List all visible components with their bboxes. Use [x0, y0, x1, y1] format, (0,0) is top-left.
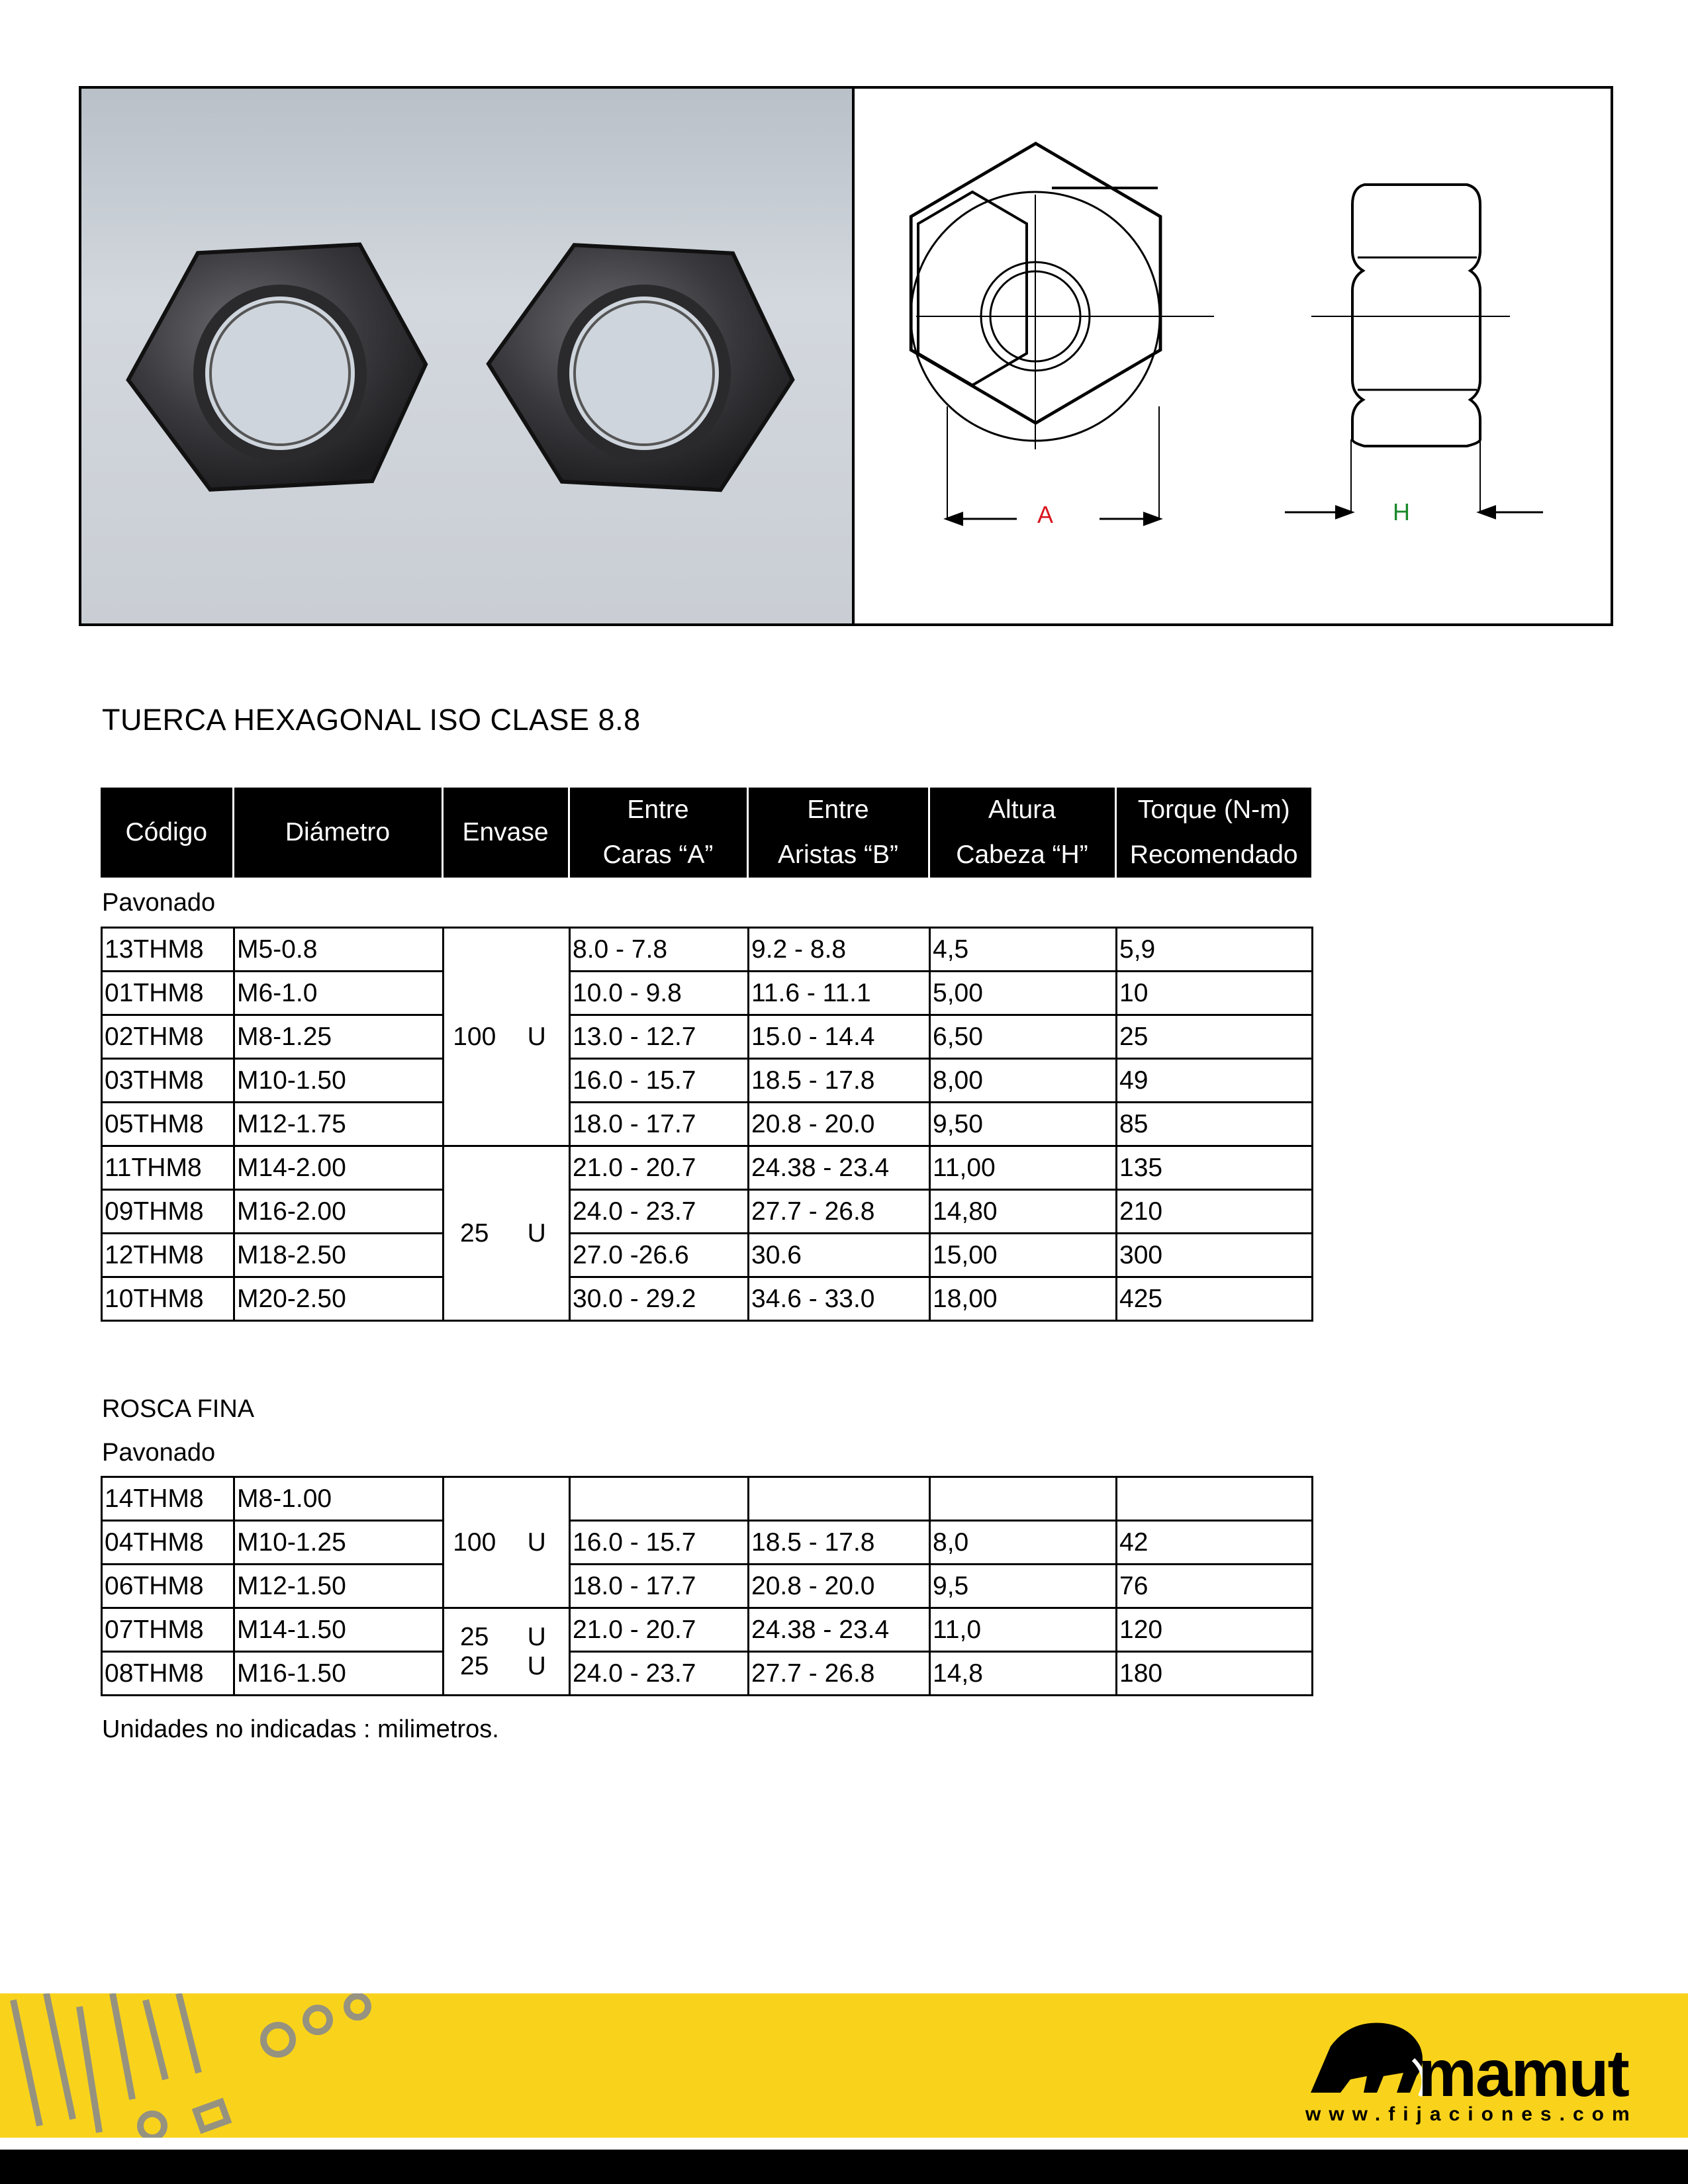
- spec-table-standard-body: [102, 928, 1313, 1321]
- across-flats-cell: 16.0 - 15.7: [570, 1059, 749, 1103]
- table-row: [102, 972, 1313, 1015]
- code-cell: 02THM8: [102, 1015, 234, 1059]
- package-unit-cell: U: [505, 1146, 570, 1321]
- package-qty-line: 25: [460, 1622, 489, 1651]
- table-row: [102, 1565, 1313, 1608]
- package-qty-line: 25: [460, 1651, 489, 1680]
- fasteners-decoration: [0, 1993, 463, 2138]
- mammoth-logo-icon: [1304, 2013, 1430, 2099]
- nut-dimension-diagram: [855, 89, 1611, 623]
- torque-cell: 85: [1117, 1103, 1313, 1146]
- header-caras-line2: Caras “A”: [602, 841, 714, 869]
- brand-name: mamut: [1418, 2036, 1628, 2111]
- package-qty-cell: 100: [444, 928, 505, 1146]
- spec-table-fine-thread-body: [102, 1477, 1313, 1696]
- code-cell: 14THM8: [102, 1477, 234, 1521]
- diameter-cell: M12-1.50: [234, 1565, 444, 1608]
- diameter-cell: M14-1.50: [234, 1608, 444, 1652]
- head-height-cell: 8,00: [930, 1059, 1117, 1103]
- torque-cell: 300: [1117, 1234, 1313, 1277]
- torque-cell: 49: [1117, 1059, 1313, 1103]
- diameter-cell: M18-2.50: [234, 1234, 444, 1277]
- head-height-cell: 11,00: [930, 1146, 1117, 1190]
- diameter-cell: M8-1.00: [234, 1477, 444, 1521]
- across-flats-cell: 24.0 - 23.7: [570, 1652, 749, 1696]
- torque-cell: 425: [1117, 1277, 1313, 1321]
- head-height-cell: 18,00: [930, 1277, 1117, 1321]
- torque-cell: 180: [1117, 1652, 1313, 1696]
- head-height-cell: 9,50: [930, 1103, 1117, 1146]
- across-flats-cell: 30.0 - 29.2: [570, 1277, 749, 1321]
- code-cell: 09THM8: [102, 1190, 234, 1234]
- across-flats-cell: 24.0 - 23.7: [570, 1190, 749, 1234]
- diameter-cell: M5-0.8: [234, 928, 444, 972]
- head-height-cell: 6,50: [930, 1015, 1117, 1059]
- package-unit-line: U: [527, 1622, 546, 1651]
- header-torque-line2: Recomendado: [1129, 841, 1298, 869]
- code-cell: 11THM8: [102, 1146, 234, 1190]
- across-flats-cell: 16.0 - 15.7: [570, 1521, 749, 1565]
- torque-cell: 10: [1117, 972, 1313, 1015]
- head-height-cell: 14,80: [930, 1190, 1117, 1234]
- across-corners-cell: 27.7 - 26.8: [749, 1190, 930, 1234]
- across-corners-cell: 9.2 - 8.8: [749, 928, 930, 972]
- head-height-cell: 8,0: [930, 1521, 1117, 1565]
- torque-cell: 42: [1117, 1521, 1313, 1565]
- across-corners-cell: 34.6 - 33.0: [749, 1277, 930, 1321]
- across-flats-cell: 8.0 - 7.8: [570, 928, 749, 972]
- head-height-cell: 14,8: [930, 1652, 1117, 1696]
- across-corners-cell: [749, 1477, 930, 1521]
- spec-table-standard: [101, 927, 1313, 1322]
- torque-cell: 120: [1117, 1608, 1313, 1652]
- torque-cell: 25: [1117, 1015, 1313, 1059]
- across-corners-cell: 15.0 - 14.4: [749, 1015, 930, 1059]
- header-diametro: Diámetro: [233, 788, 442, 878]
- header-altura-cabeza: [929, 788, 1115, 878]
- package-unit-cell: [505, 1608, 570, 1696]
- across-corners-cell: 24.38 - 23.4: [749, 1608, 930, 1652]
- diameter-cell: M6-1.0: [234, 972, 444, 1015]
- header-aristas-line1: Entre: [807, 796, 869, 824]
- table-row: [102, 1015, 1313, 1059]
- spec-table-fine-thread: [101, 1476, 1313, 1696]
- header-torque: [1115, 788, 1311, 878]
- code-cell: 03THM8: [102, 1059, 234, 1103]
- across-corners-cell: 24.38 - 23.4: [749, 1146, 930, 1190]
- code-cell: 10THM8: [102, 1277, 234, 1321]
- head-height-cell: 15,00: [930, 1234, 1117, 1277]
- code-cell: 12THM8: [102, 1234, 234, 1277]
- table-row: [102, 1059, 1313, 1103]
- package-qty-cell: 25: [444, 1146, 505, 1321]
- header-envase: Envase: [442, 788, 569, 878]
- table-row: [102, 1190, 1313, 1234]
- diameter-cell: M10-1.25: [234, 1521, 444, 1565]
- table2-title: ROSCA FINA: [102, 1395, 255, 1423]
- hex-nuts-photo-art: [81, 89, 852, 623]
- diameter-cell: M16-2.00: [234, 1190, 444, 1234]
- head-height-cell: 9,5: [930, 1565, 1117, 1608]
- table-row: [102, 1277, 1313, 1321]
- table-row: [102, 1608, 1313, 1652]
- across-flats-cell: 13.0 - 12.7: [570, 1015, 749, 1059]
- table-row: [102, 1521, 1313, 1565]
- head-height-cell: 4,5: [930, 928, 1117, 972]
- package-unit-line: U: [527, 1651, 546, 1680]
- across-corners-cell: 18.5 - 17.8: [749, 1521, 930, 1565]
- diameter-cell: M10-1.50: [234, 1059, 444, 1103]
- diameter-cell: M8-1.25: [234, 1015, 444, 1059]
- diameter-cell: M14-2.00: [234, 1146, 444, 1190]
- header-altura-line1: Altura: [988, 796, 1056, 824]
- torque-cell: 5,9: [1117, 928, 1313, 972]
- across-corners-cell: 30.6: [749, 1234, 930, 1277]
- product-photo: [81, 89, 855, 623]
- torque-cell: [1117, 1477, 1313, 1521]
- across-flats-cell: 21.0 - 20.7: [570, 1146, 749, 1190]
- diameter-cell: M12-1.75: [234, 1103, 444, 1146]
- table-header: [101, 788, 1311, 878]
- header-torque-line1: Torque (N-m): [1137, 796, 1290, 824]
- across-flats-cell: 27.0 -26.6: [570, 1234, 749, 1277]
- header-aristas-line2: Aristas “B”: [777, 841, 898, 869]
- code-cell: 06THM8: [102, 1565, 234, 1608]
- across-corners-cell: 27.7 - 26.8: [749, 1652, 930, 1696]
- table-row: [102, 1103, 1313, 1146]
- table-row: [102, 1477, 1313, 1521]
- across-corners-cell: 18.5 - 17.8: [749, 1059, 930, 1103]
- code-cell: 05THM8: [102, 1103, 234, 1146]
- header-codigo: Código: [125, 818, 208, 846]
- across-corners-cell: 20.8 - 20.0: [749, 1565, 930, 1608]
- dimension-a-label: A: [1037, 501, 1054, 528]
- head-height-cell: [930, 1477, 1117, 1521]
- package-qty-cell: [444, 1608, 505, 1696]
- head-height-cell: 11,0: [930, 1608, 1117, 1652]
- code-cell: 13THM8: [102, 928, 234, 972]
- units-footnote: Unidades no indicadas : milimetros.: [102, 1715, 499, 1743]
- page-title: TUERCA HEXAGONAL ISO CLASE 8.8: [102, 703, 641, 737]
- across-corners-cell: 20.8 - 20.0: [749, 1103, 930, 1146]
- diameter-cell: M16-1.50: [234, 1652, 444, 1696]
- torque-cell: 135: [1117, 1146, 1313, 1190]
- header-entre-caras: [569, 788, 747, 878]
- brand-url: www.fijaciones.com: [1305, 2103, 1638, 2125]
- table-row: [102, 1234, 1313, 1277]
- bottom-bar: [0, 2150, 1688, 2184]
- torque-cell: 210: [1117, 1190, 1313, 1234]
- table-row: [102, 1652, 1313, 1696]
- across-flats-cell: 10.0 - 9.8: [570, 972, 749, 1015]
- across-flats-cell: 18.0 - 17.7: [570, 1103, 749, 1146]
- technical-drawing: [855, 89, 1611, 623]
- package-unit-cell: U: [505, 1477, 570, 1608]
- package-qty-cell: 100: [444, 1477, 505, 1608]
- code-cell: 01THM8: [102, 972, 234, 1015]
- table-row: [102, 928, 1313, 972]
- header-caras-line1: Entre: [627, 796, 689, 824]
- code-cell: 04THM8: [102, 1521, 234, 1565]
- table2-finish: Pavonado: [102, 1439, 216, 1467]
- code-cell: 07THM8: [102, 1608, 234, 1652]
- across-flats-cell: 21.0 - 20.7: [570, 1608, 749, 1652]
- code-cell: 08THM8: [102, 1652, 234, 1696]
- table1-finish: Pavonado: [102, 889, 216, 917]
- across-flats-cell: [570, 1477, 749, 1521]
- header-entre-aristas: [747, 788, 929, 878]
- dimension-h-label: H: [1393, 498, 1410, 525]
- torque-cell: 76: [1117, 1565, 1313, 1608]
- across-corners-cell: 11.6 - 11.1: [749, 972, 930, 1015]
- diameter-cell: M20-2.50: [234, 1277, 444, 1321]
- across-flats-cell: 18.0 - 17.7: [570, 1565, 749, 1608]
- head-height-cell: 5,00: [930, 972, 1117, 1015]
- hero-figure: [79, 86, 1613, 626]
- package-unit-cell: U: [505, 928, 570, 1146]
- table-row: [102, 1146, 1313, 1190]
- header-altura-line2: Cabeza “H”: [956, 841, 1088, 869]
